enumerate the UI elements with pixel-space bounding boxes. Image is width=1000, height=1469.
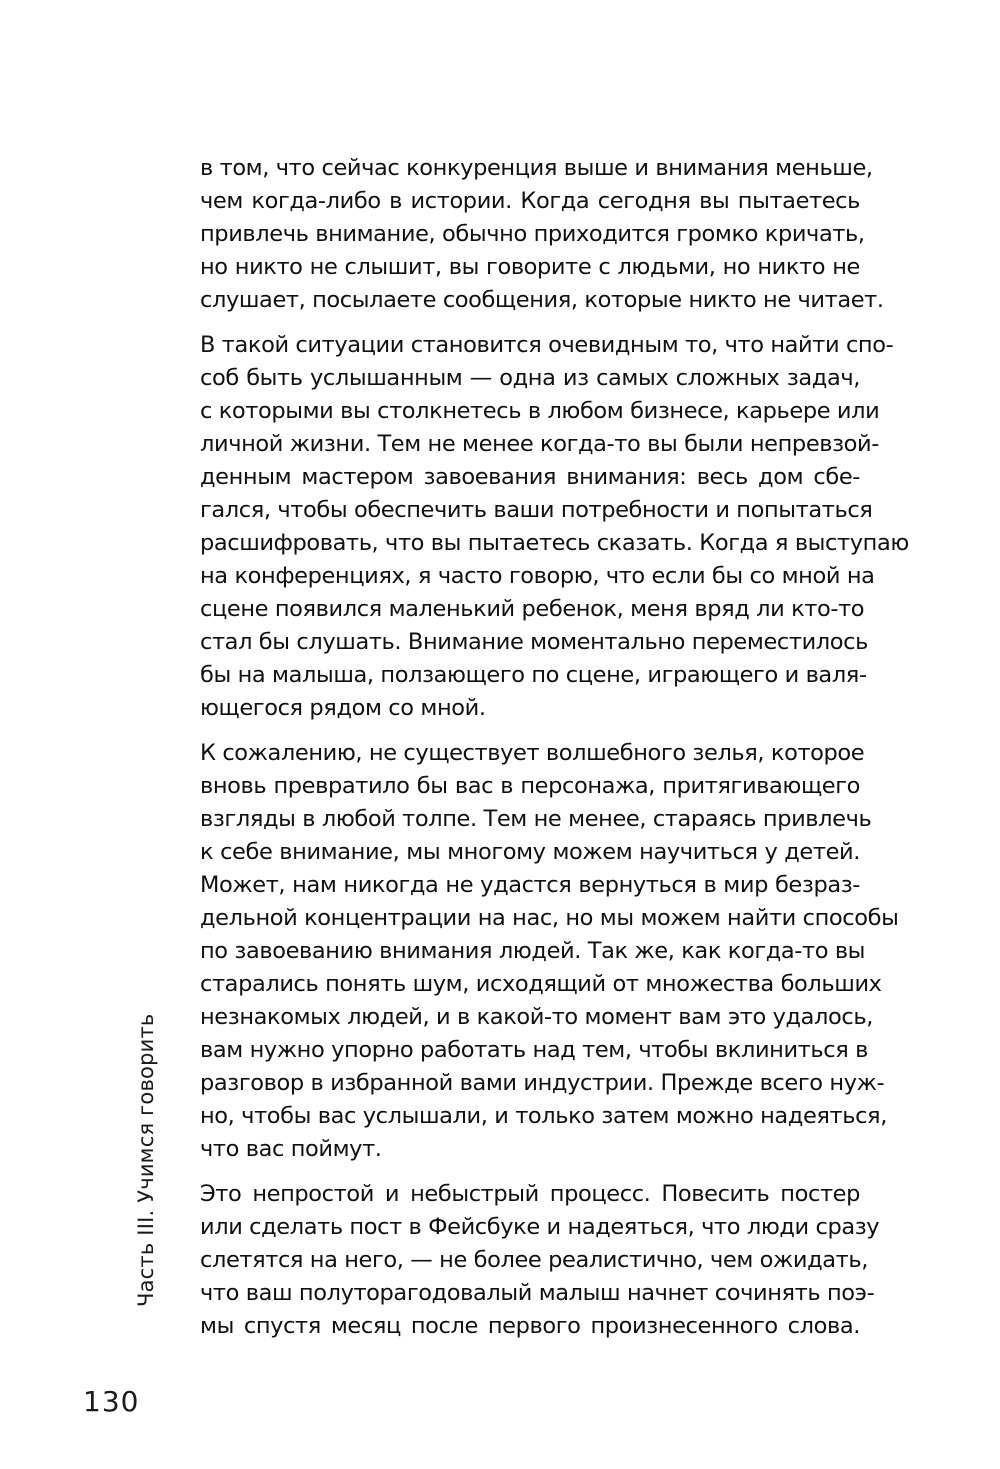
paragraph [200,1178,880,1343]
text-line: дельной концентрации на нас, но мы можем найти способы [200,905,899,931]
text-line: слетятся на него, — не более реалистично, чем ожидать, [200,1247,868,1273]
text-line: соб быть услышанным — одна из самых сложных задач, [200,365,860,391]
text-line: вам нужно упорно работать над тем, чтобы вклиниться в [200,1037,868,1063]
text-line: Может, нам никогда не удастся вернуться в мир безраз- [200,872,860,898]
text-line: что вас поймут. [200,1136,382,1162]
text-line: личной жизни. Тем не менее когда-то вы были непревзой- [200,431,879,457]
text-line: по завоеванию внимания людей. Так же, как когда-то вы [200,938,866,964]
text-line: гался, чтобы обеспечить ваши потребности и попытаться [200,497,873,523]
text-line: сцене появился маленький ребенок, меня вряд ли кто-то [200,596,865,622]
page-number: 130 [83,1385,140,1418]
text-line: вновь превратило бы вас в персонажа, притягивающего [200,773,860,799]
text-line: к себе внимание, мы многому можем научиться у детей. [200,839,860,865]
text-line: привлечь внимание, обычно приходится громко кричать, [200,221,865,247]
text-line: взгляды в любой толпе. Тем не менее, стараясь привлечь [200,806,872,832]
text-line: ющегося рядом со мной. [200,695,486,721]
text-line: чем когда-либо в истории. Когда сегодня вы пытаетесь [200,188,860,214]
text-line: слушает, посылаете сообщения, которые никто не читает. [200,287,884,313]
text-line: стал бы слушать. Внимание моментально переместилось [200,629,868,655]
text-line: в том, что сейчас конкуренция выше и внимания меньше, [200,155,873,181]
text-line: разговор в избранной вами индустрии. Прежде всего нуж- [200,1070,885,1096]
text-line: Это непростой и небыстрый процесс. Повесить постер [200,1181,860,1207]
text-line: что ваш полуторагодовалый малыш начнет сочинять поэ- [200,1280,875,1306]
paragraph [200,737,899,1166]
text-line: с которыми вы столкнетесь в любом бизнесе, карьере или [200,398,880,424]
paragraph [200,152,884,317]
paragraph [200,329,909,725]
body-text [200,152,909,1355]
text-line: расшифровать, что вы пытаетесь сказать. Когда я выступаю [200,530,909,556]
text-line: В такой ситуации становится очевидным то, что найти спо- [200,332,894,358]
text-line: бы на малыша, ползающего по сцене, играющего и валя- [200,662,867,688]
text-line: денным мастером завоевания внимания: весь дом сбе- [200,464,860,490]
running-head: Часть III. Учимся говорить [134,1013,158,1307]
text-line: но, чтобы вас услышали, и только затем можно надеяться, [200,1103,887,1129]
text-line: на конференциях, я часто говорю, что если бы со мной на [200,563,875,589]
text-line: К сожалению, не существует волшебного зелья, которое [200,740,865,766]
text-line: но никто не слышит, вы говорите с людьми, но никто не [200,254,860,280]
text-line: старались понять шум, исходящий от множества больших [200,971,882,997]
text-line: или сделать пост в Фейсбуке и надеяться, что люди сразу [200,1214,880,1240]
text-line: незнакомых людей, и в какой-то момент вам это удалось, [200,1004,873,1030]
text-line: мы спустя месяц после первого произнесенного слова. [200,1313,860,1339]
